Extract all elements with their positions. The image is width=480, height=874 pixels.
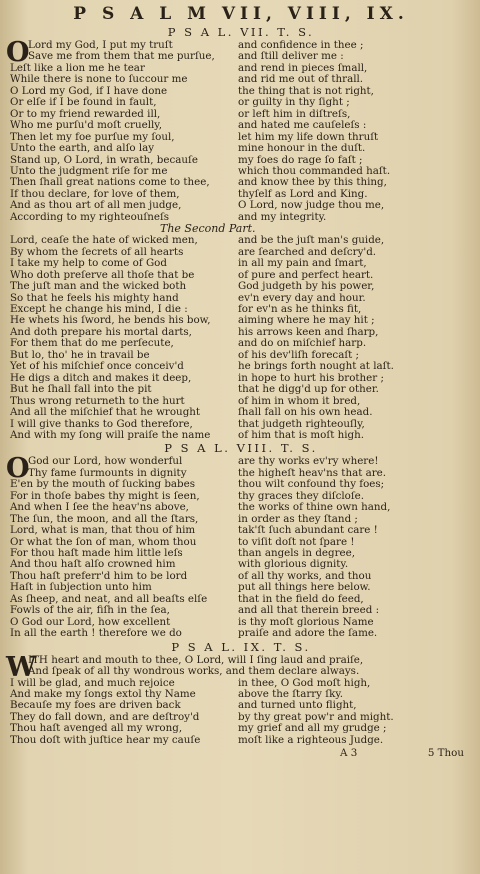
verse-line: my foes do rage ſo faſt ; <box>238 153 363 166</box>
verse-line: Thou haſt avenged all my wrong, <box>10 722 183 735</box>
verse-line: In all the earth ! therefore we do <box>10 627 182 640</box>
verse-line: tak'ſt ſuch abundant care ! <box>238 524 378 537</box>
verse-line: For in thoſe babes thy might is ſeen, <box>10 489 200 502</box>
verse-line: Or to my friend rewarded ill, <box>10 107 161 120</box>
psalm-8-left-column <box>10 456 236 639</box>
verse-line: my grief and all my grudge ; <box>238 722 387 735</box>
psalm-8-body <box>6 453 472 640</box>
verse-line: He whets his ſword, he bends his bow, <box>10 314 211 327</box>
verse-line: ev'n every day and hour. <box>238 291 366 304</box>
verse-line: he brings forth nought at laſt. <box>238 360 394 373</box>
verse-line: They do fall down, and are deſtroy'd <box>10 710 200 723</box>
verse-line: I will be glad, and much rejoice <box>10 676 175 689</box>
verse-line: and hated me cauſeleſs : <box>238 119 367 132</box>
psalm-7-part-1-right-column <box>238 40 472 223</box>
verse-line: Lord, ceaſe the hate of wicked men, <box>10 234 198 247</box>
verse-line: While there is none to ſuccour me <box>10 73 188 86</box>
verse-line: of his dev'liſh forecaſt ; <box>238 348 360 361</box>
verse-line: Leſt like a lion me he tear <box>10 61 145 74</box>
verse-line: of him in whom it bred, <box>238 394 361 407</box>
verse-line: and ſtill deliver me : <box>238 50 344 63</box>
verse-line: in all my pain and ſmart, <box>238 257 367 270</box>
verse-line: in hope to hurt his brother ; <box>238 371 384 384</box>
psalm-7-part-2 <box>10 235 472 441</box>
psalm-9-left-column <box>10 678 236 747</box>
verse-line: And when I ſee the heav'ns above, <box>10 501 189 514</box>
verse-line: Save me from them that me purſue, <box>28 50 215 63</box>
verse-line: Thy fame ſurmounts in dignity <box>28 466 187 479</box>
verse-line: ſhall fall on his own head. <box>238 406 373 419</box>
verse-line: The ſun, the moon, and all the ſtars, <box>10 512 199 525</box>
verse-line: O Lord my God, if I have done <box>10 84 168 97</box>
verse-line: that he digg'd up for other. <box>238 383 379 396</box>
verse-line: the works of thine own hand, <box>238 501 391 514</box>
verse-line: or guilty in thy ſight ; <box>238 96 350 109</box>
verse-line: And all the miſchief that he wrought <box>10 406 201 419</box>
verse-line: and rend in pieces ſmall, <box>238 61 368 74</box>
verse-line: And with my ſong will praiſe the name <box>10 428 211 441</box>
verse-line: in thee, O God moſt high, <box>238 676 371 689</box>
psalm-7-heading: P S A L. VII. T. S. <box>167 25 315 39</box>
verse-line: And thou haſt alſo crowned him <box>10 558 176 571</box>
verse-line: and do on miſchief harp. <box>238 337 367 350</box>
verse-line: Thou haſt preferr'd him to be lord <box>10 569 188 582</box>
verse-line: And make my ſongs extol thy Name <box>10 688 196 701</box>
psalm-7-part-2-left-column <box>10 235 236 441</box>
verse-line: God our Lord, how wonderful <box>28 455 183 468</box>
psalm-8-heading: P S A L. VIII. T. S. <box>164 441 318 456</box>
verse-line: Then ſhall great nations come to thee, <box>10 176 210 189</box>
verse-line: According to my righteouſneſs <box>10 210 170 223</box>
psalm-9-heading: P S A L. IX. T. S. <box>171 639 311 654</box>
verse-line: of him that is moſt high. <box>238 428 365 441</box>
psalm-8-dropcap: O <box>6 453 30 485</box>
psalm-9-right-column <box>238 678 472 747</box>
running-head: P S A L M VII, VIII, IX. <box>73 4 409 24</box>
psalm-7-part-1-left-column <box>10 40 236 223</box>
verse-line: of pure and perfect heart. <box>238 268 374 281</box>
verse-line: Then let my foe purſue my ſoul, <box>10 130 175 143</box>
verse-line: are thy works ev'ry where! <box>238 455 379 468</box>
verse-line: by thy great pow'r and might. <box>238 710 394 723</box>
psalm-9-dropcap: W <box>6 651 37 683</box>
verse-line: than angels in degree, <box>238 547 355 560</box>
psalm-7-dropcap: O <box>6 37 30 68</box>
catchword: 5 Thou <box>427 747 464 760</box>
verse-line: thyſelf as Lord and King. <box>238 187 368 200</box>
verse-line: and turned unto flight, <box>238 699 357 712</box>
verse-line: Fowls of the air, fiſh in the ſea, <box>10 604 170 617</box>
verse-line: So that he feels his mighty hand <box>10 291 179 304</box>
psalm-9-opening-line-1: ITH heart and mouth to thee, O Lord, will I ſing laud and praiſe, <box>28 653 364 666</box>
verse-line: let him my life down thruſt <box>238 130 379 143</box>
verse-line: and all that therein breed : <box>238 604 380 617</box>
verse-line: By whom the ſecrets of all hearts <box>10 245 184 258</box>
verse-line: Becauſe my foes are driven back <box>10 699 181 712</box>
verse-line: Thou doſt with juſtice hear my cauſe <box>10 733 201 746</box>
verse-line: Unto the judgment riſe for me <box>10 164 168 177</box>
verse-line: Lord my God, I put my truſt <box>28 39 173 51</box>
verse-line: I will give thanks to God therefore, <box>10 417 193 430</box>
verse-line: and my integrity. <box>238 210 327 223</box>
verse-line: of all thy works, and thou <box>238 569 372 582</box>
psalm-9-body <box>10 678 472 747</box>
verse-line: But he ſhall fall into the pit <box>10 383 152 396</box>
verse-line: Lord, what is man, that thou of him <box>10 524 196 537</box>
verse-line: God judgeth by his power, <box>238 280 375 293</box>
verse-line: Or what the ſon of man, whom thou <box>10 535 197 548</box>
verse-line: the thing that is not right, <box>238 84 374 97</box>
verse-line: Yet of his miſchief once conceiv'd <box>10 360 184 373</box>
verse-line: and confidence in thee ; <box>238 39 364 51</box>
verse-line: mine honour in the duſt. <box>238 142 366 155</box>
verse-line: which thou commanded haſt. <box>238 164 391 177</box>
verse-line: The juſt man and the wicked both <box>10 280 187 293</box>
verse-line: and rid me out of thrall. <box>238 73 364 86</box>
verse-line: thou wilt confound thy foes; <box>238 478 385 491</box>
verse-line: his arrows keen and ſharp, <box>238 325 379 338</box>
verse-line: for ev'n as he thinks fit, <box>238 302 362 315</box>
verse-line: Who doth preſerve all thoſe that be <box>10 268 195 281</box>
psalm-9-opening-line-2: And ſpeak of all thy wondrous works, and them declare always. <box>28 665 360 678</box>
verse-line: He digs a ditch and makes it deep, <box>10 371 192 384</box>
verse-line: But lo, tho' he in travail be <box>10 348 150 361</box>
verse-line: Who me purſu'd moſt cruelly, <box>10 119 163 132</box>
verse-line: Or elſe if I be found in fault, <box>10 96 157 109</box>
psalm-7-part-1 <box>6 37 472 223</box>
verse-line: praiſe and adore the ſame. <box>238 627 378 640</box>
verse-line: Except he change his mind, I die : <box>10 302 188 315</box>
verse-line: that in the field do feed, <box>238 592 364 605</box>
verse-line: in order as they ſtand ; <box>238 512 358 525</box>
verse-line: thy graces they diſcloſe. <box>238 489 365 502</box>
verse-line: For them that do me perſecute, <box>10 337 174 350</box>
verse-line: aiming where he may hit ; <box>238 314 375 327</box>
psalm-7-part-2-heading: The Second Part. <box>160 222 256 236</box>
verse-line: moſt like a righteous Judge. <box>238 733 384 746</box>
verse-line: If thou declare, for love of them, <box>10 187 180 200</box>
page-footer <box>10 747 472 759</box>
verse-line: O Lord, now judge thou me, <box>238 199 385 212</box>
verse-line: And doth prepare his mortal darts, <box>10 325 192 338</box>
verse-line: with glorious dignity. <box>238 558 349 571</box>
verse-line: put all things here below. <box>238 581 371 594</box>
verse-line: O God our Lord, how excellent <box>10 615 171 628</box>
verse-line: Unto the earth, and alſo lay <box>10 142 155 155</box>
verse-line: the higheſt heav'ns that are. <box>238 466 387 479</box>
verse-line: And as thou art of all men judge, <box>10 199 182 212</box>
verse-line: above the ſtarry ſky. <box>238 688 344 701</box>
verse-line: or left him in diſtreſs, <box>238 107 351 120</box>
verse-line: are ſearched and deſcry'd. <box>238 245 377 258</box>
psalm-7-part-2-right-column <box>238 235 472 441</box>
verse-line: As ſheep, and neat, and all beaſts elſe <box>10 592 208 605</box>
verse-line: to viſit doſt not ſpare ! <box>238 535 355 548</box>
verse-line: Thus wrong returneth to the hurt <box>10 394 185 407</box>
verse-line: Haſt in ſubjection unto him <box>10 581 152 594</box>
verse-line: E'en by the mouth of ſucking babes <box>10 478 196 491</box>
verse-line: and be the juſt man's guide, <box>238 234 385 247</box>
psalm-8-right-column <box>238 456 472 639</box>
verse-line: Stand up, O Lord, in wrath, becauſe <box>10 153 198 166</box>
verse-line: and know thee by this thing, <box>238 176 387 189</box>
verse-line: For thou haſt made him little leſs <box>10 547 183 560</box>
verse-line: is thy moſt glorious Name <box>238 615 374 628</box>
signature-mark: A 3 <box>340 747 358 760</box>
verse-line: that judgeth righteouſly, <box>238 417 365 430</box>
verse-line: I take my help to come of God <box>10 257 167 270</box>
